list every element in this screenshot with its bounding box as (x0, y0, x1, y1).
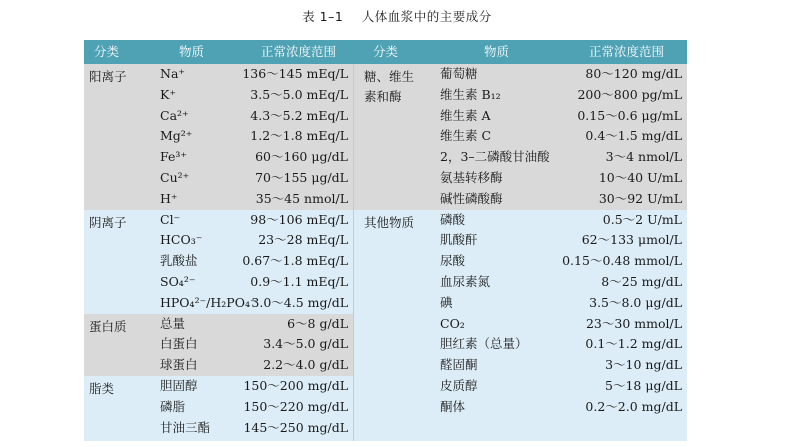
concentration-range: 5～18 μg/dL (605, 378, 682, 393)
substance-name: 碘 (440, 294, 453, 310)
header-category-left: 分类 (94, 44, 120, 59)
substance-name: 总量 (160, 315, 186, 331)
header-range-left: 正常浓度范围 (261, 44, 337, 59)
substance-name: 血尿素氮 (440, 274, 491, 289)
substance-name: 乳酸盐 (160, 253, 198, 269)
substance-name: 维生素 A (440, 107, 491, 123)
substance-name: HCO₃⁻ (160, 232, 203, 248)
concentration-range: 1.2～1.8 mEq/L (250, 128, 348, 144)
group-label: 蛋白质 (89, 318, 127, 334)
concentration-range: 70～155 μg/dL (255, 170, 348, 185)
substance-name: 胆红素（总量） (440, 336, 528, 352)
group-label: 脂类 (89, 381, 115, 396)
concentration-range: 6～8 g/dL (287, 315, 348, 331)
substance-name: 皮质醇 (440, 378, 478, 393)
concentration-range: 0.67～1.8 mEq/L (242, 253, 348, 269)
table-number: 表 1–1 (302, 9, 344, 24)
substance-name: 肌酸酐 (440, 232, 478, 248)
concentration-range: 0.5～2 U/mL (602, 211, 682, 227)
substance-name: 胆固醇 (160, 378, 198, 393)
substance-name: 磷脂 (160, 398, 186, 414)
concentration-range: 3.4～5.0 g/dL (263, 336, 348, 352)
group-label: 阴离子 (89, 214, 127, 230)
group-label: 阳离子 (89, 69, 127, 84)
concentration-range: 8～25 mg/dL (601, 274, 682, 289)
substance-name: K⁺ (160, 86, 176, 102)
concentration-range: 3～10 ng/dL (605, 357, 682, 373)
concentration-range: 136～145 mEq/L (242, 66, 348, 81)
substance-name: 磷酸 (440, 211, 466, 227)
concentration-range: 80～120 mg/dL (585, 66, 682, 81)
substance-name: 酮体 (440, 398, 466, 414)
concentration-range: 2.2～4.0 g/dL (263, 357, 348, 373)
substance-name: Fe³⁺ (160, 149, 187, 165)
group-label: 糖、维生素和酶 (364, 69, 415, 104)
concentration-range: 3.0～4.5 mg/dL (251, 294, 348, 310)
substance-name: 白蛋白 (160, 336, 198, 352)
substance-name: 2，3–二磷酸甘油酸 (440, 149, 550, 165)
group-label: 其他物质 (364, 214, 415, 230)
substance-name: 甘油三酯 (160, 419, 211, 435)
concentration-range: 23～30 mmol/L (585, 315, 682, 331)
substance-name: 氨基转移酶 (440, 170, 503, 185)
table-header-row (84, 40, 687, 64)
concentration-range: 0.9～1.1 mEq/L (250, 274, 348, 289)
header-substance-left: 物质 (179, 44, 205, 59)
header-category-right: 分类 (373, 44, 399, 59)
concentration-range: 98～106 mEq/L (250, 211, 348, 227)
concentration-range: 60～160 μg/dL (255, 149, 348, 165)
concentration-range: 0.1～1.2 mg/dL (585, 336, 682, 352)
concentration-range: 30～92 U/mL (598, 190, 682, 206)
concentration-range: 200～800 pg/mL (577, 86, 682, 102)
substance-name: H⁺ (160, 190, 178, 206)
substance-name: 醛固酮 (440, 357, 478, 373)
concentration-range: 62～133 μmol/L (581, 232, 682, 248)
substance-name: Cl⁻ (160, 211, 181, 227)
concentration-range: 145～250 mg/dL (243, 419, 348, 435)
substance-name: Cu²⁺ (160, 170, 190, 185)
concentration-range: 0.15～0.6 μg/mL (577, 107, 682, 123)
substance-name: Mg²⁺ (160, 128, 193, 144)
substance-name: 维生素 B₁₂ (440, 86, 501, 102)
substance-name: 球蛋白 (160, 357, 198, 373)
substance-name: Ca²⁺ (160, 107, 189, 123)
concentration-range: 3.5～8.0 μg/dL (589, 294, 682, 310)
concentration-range: 10～40 U/mL (598, 170, 682, 185)
concentration-range: 4.3～5.2 mEq/L (250, 107, 348, 123)
substance-name: SO₄²⁻ (160, 274, 196, 289)
substance-name: 尿酸 (440, 253, 466, 269)
concentration-range: 0.4～1.5 mg/dL (585, 128, 682, 144)
plasma-components-table (84, 40, 687, 441)
concentration-range: 0.2～2.0 mg/dL (585, 398, 682, 414)
concentration-range: 150～220 mg/dL (243, 398, 348, 414)
substance-name: 碱性磷酸酶 (440, 190, 503, 206)
substance-name: 葡萄糖 (440, 66, 478, 81)
substance-name: CO₂ (440, 315, 465, 331)
concentration-range: 23～28 mEq/L (258, 232, 348, 248)
concentration-range: 35～45 nmol/L (255, 190, 348, 206)
column-divider (353, 64, 354, 441)
concentration-range: 150～200 mg/dL (243, 378, 348, 393)
table-title: 人体血浆中的主要成分 (361, 9, 492, 24)
substance-name: Na⁺ (160, 66, 185, 81)
substance-name: HPO₄²⁻/H₂PO₄⁻ (160, 294, 257, 310)
concentration-range: 3.5～5.0 mEq/L (250, 86, 348, 102)
table-caption (0, 7, 794, 25)
substance-name: 维生素 C (440, 128, 492, 144)
header-substance-right: 物质 (484, 44, 510, 59)
concentration-range: 0.15～0.48 mmol/L (562, 253, 682, 269)
concentration-range: 3～4 nmol/L (605, 149, 682, 165)
header-range-right: 正常浓度范围 (589, 44, 665, 59)
